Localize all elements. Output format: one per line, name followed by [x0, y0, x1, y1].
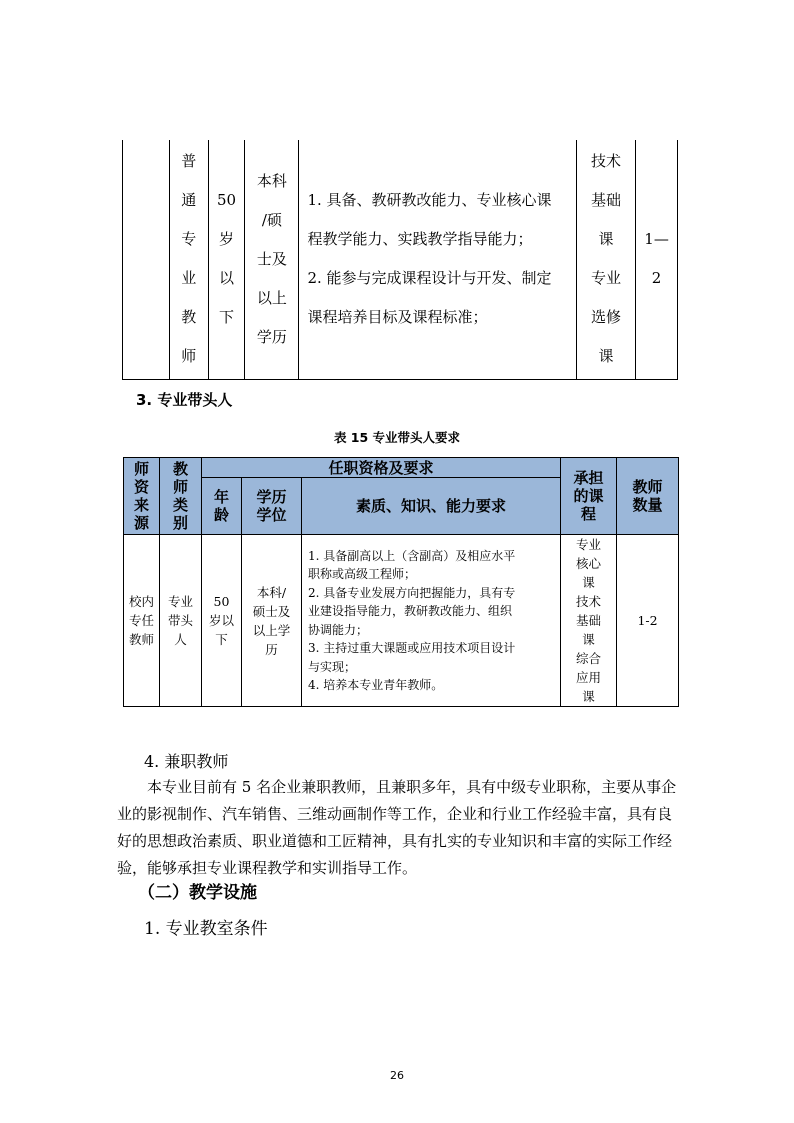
section-heading-4: 4. 兼职教师	[144, 752, 229, 771]
requirement-line: 1. 具备、教研教改能力、专业核心课	[307, 191, 552, 210]
header-degree: 学历 学位	[242, 478, 302, 535]
requirement-line: 2. 具备专业发展方向把握能力，具有专	[308, 585, 516, 600]
subsection-heading-classroom: 1. 专业教室条件	[144, 919, 268, 939]
header-type: 教 师 类 别	[160, 458, 202, 535]
source-cell: 校内 专任 教师	[124, 535, 160, 707]
page-number: 26	[390, 1069, 404, 1082]
requirement-line: 2. 能参与完成课程设计与开发、制定	[307, 269, 552, 288]
requirements-cell	[299, 140, 577, 379]
requirements-cell	[302, 535, 561, 707]
section-heading-3: 3. 专业带头人	[136, 391, 233, 409]
requirement-line: 课程培养目标及课程标准；	[307, 308, 488, 327]
requirement-line: 职称或高级工程师；	[308, 567, 417, 581]
header-qualification-group: 任职资格及要求	[202, 458, 561, 478]
age-text: 50 岁 以 下	[217, 191, 237, 327]
courses-cell	[576, 140, 635, 379]
requirement-line: 4. 培养本专业青年教师。	[308, 678, 444, 692]
teacher-category-cell	[169, 140, 208, 379]
header-source: 师 资 来 源	[124, 458, 160, 535]
requirement-line: 3. 主持过重大课题或应用技术项目设计	[308, 641, 516, 655]
degree-cell: 本科/ 硕士及 以上学 历	[242, 535, 302, 707]
courses-cell: 专业 核心 课 技术 基础 课 综合 应用 课	[561, 535, 617, 707]
section-heading-teaching-facilities: （二）教学设施	[138, 883, 257, 903]
teacher-category-text: 普 通 专 业 教 师	[181, 152, 197, 366]
type-cell: 专业 带头 人	[160, 535, 202, 707]
part-time-teacher-paragraph	[117, 774, 697, 882]
requirement-line: 与实现；	[308, 659, 357, 674]
header-count: 教师 数量	[617, 458, 679, 535]
paragraph-line: 本专业目前有 5 名企业兼职教师，且兼职多年，具有中级专业职称，主要从事企	[147, 778, 677, 796]
age-cell: 50 岁以 下	[202, 535, 242, 707]
age-cell	[208, 140, 245, 379]
teacher-requirements-table-continued	[122, 140, 678, 380]
paragraph-line: 好的思想政治素质、职业道德和工匠精神，具有扎实的专业知识和丰富的实际工作经	[117, 832, 673, 850]
degree-text: 本科 /硕 士及 以上 学历	[256, 171, 287, 346]
header-age: 年 龄	[202, 478, 242, 535]
requirement-line: 程教学能力、实践教学指导能力；	[307, 230, 533, 249]
count-cell	[636, 140, 678, 379]
paragraph-line: 业的影视制作、汽车销售、三维动画制作等工作，企业和行业工作经验丰富，具有良	[117, 805, 673, 823]
header-quality: 素质、知识、能力要求	[302, 478, 561, 535]
requirement-line: 协调能力；	[308, 622, 369, 637]
requirement-line: 1. 具备副高以上（含副高）及相应水平	[308, 548, 516, 563]
header-courses: 承担 的课 程	[561, 458, 617, 535]
courses-text: 技术 基础 课 专业 选修 课	[591, 152, 622, 366]
requirement-line: 业建设指导能力，教研教改能力、组织	[308, 604, 513, 618]
lead-teacher-requirements-table	[123, 457, 679, 707]
paragraph-line: 验，能够承担专业课程教学和实训指导工作。	[117, 859, 418, 877]
degree-cell	[245, 140, 299, 379]
blank-cell	[123, 140, 170, 379]
table-caption: 表 15 专业带头人要求	[333, 430, 461, 445]
count-cell: 1-2	[617, 535, 679, 707]
count-text: 1— 2	[644, 230, 669, 288]
